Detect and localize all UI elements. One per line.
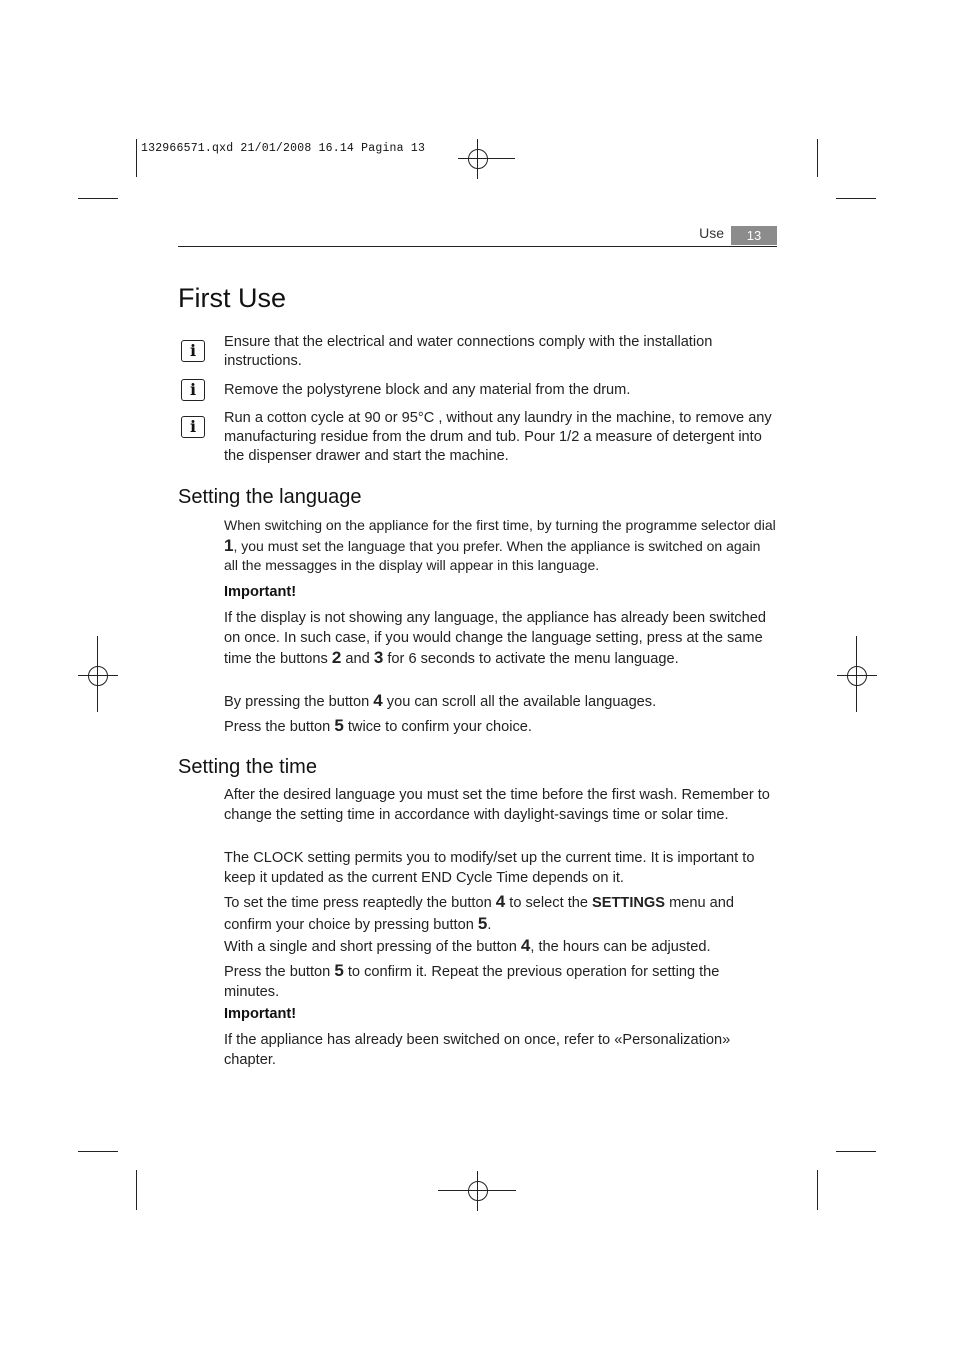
crop-mark bbox=[817, 139, 818, 177]
paragraph: With a single and short pressing of the button 4, the hours can be adjusted. bbox=[224, 936, 711, 955]
button-ref: 5 bbox=[477, 913, 488, 933]
paragraph: When switching on the appliance for the first time, by turning the programme selector dial 1, you must set the language that you prefer. When the appliance is switched on again all the messagges in the display will appear in this language. bbox=[224, 517, 776, 573]
registration-mark-icon bbox=[458, 1171, 498, 1211]
registration-mark-icon bbox=[837, 656, 877, 696]
section-label: Use bbox=[699, 225, 724, 241]
file-slug: 132966571.qxd 21/01/2008 16.14 Pagina 13 bbox=[141, 142, 426, 155]
registration-mark-icon bbox=[458, 139, 498, 179]
button-ref: 2 bbox=[331, 648, 342, 667]
button-ref: 4 bbox=[495, 892, 506, 911]
registration-mark-icon bbox=[78, 656, 118, 696]
paragraph: After the desired language you must set the time before the first wash. Remember to change the setting time in accordance with daylight-savings time or solar time. bbox=[224, 787, 770, 823]
crop-mark bbox=[136, 1170, 137, 1210]
info-note: Run a cotton cycle at 90 or 95°C , without any laundry in the machine, to remove any manufacturing residue from the drum and tub. Pour 1/2 a measure of detergent into the dispenser drawer and start the machine. bbox=[224, 410, 772, 464]
crop-mark bbox=[836, 198, 876, 199]
paragraph: If the appliance has already been switched on once, refer to «Personalization» chapter. bbox=[224, 1032, 731, 1068]
info-icon: i bbox=[181, 416, 205, 438]
button-ref: 5 bbox=[334, 716, 344, 735]
button-ref: 4 bbox=[373, 691, 383, 710]
settings-menu-label: SETTINGS bbox=[592, 895, 666, 911]
important-label: Important! bbox=[224, 1006, 297, 1022]
paragraph: To set the time press reaptedly the button 4 to select the SETTINGS menu and confirm your choice by pressing button 5. bbox=[224, 892, 734, 933]
button-ref: 3 bbox=[373, 648, 384, 667]
important-label: Important! bbox=[224, 584, 297, 600]
paragraph: The CLOCK setting permits you to modify/set up the current time. It is important to keep it updated as the current END Cycle Time depends on it. bbox=[224, 850, 755, 886]
paragraph: Press the button 5 twice to confirm your choice. bbox=[224, 716, 532, 735]
crop-mark bbox=[78, 198, 118, 199]
crop-mark bbox=[836, 1151, 876, 1152]
crop-mark bbox=[136, 139, 137, 177]
info-note: Remove the polystyrene block and any material from the drum. bbox=[224, 382, 631, 398]
crop-mark bbox=[817, 1170, 818, 1210]
info-icon: i bbox=[181, 379, 205, 401]
paragraph: By pressing the button 4 you can scroll all the available languages. bbox=[224, 691, 657, 710]
section-heading-language: Setting the language bbox=[178, 486, 362, 508]
paragraph: If the display is not showing any language, the appliance has already been switched on once. In such case, if you would change the language setting, press at the same time the buttons 2 and 3 for 6 seconds to activate the menu language. bbox=[224, 610, 766, 667]
button-ref: 4 bbox=[520, 936, 531, 955]
info-icon: i bbox=[181, 340, 205, 362]
info-note: Ensure that the electrical and water connections comply with the installation instructions. bbox=[224, 334, 713, 369]
page-number: 13 bbox=[731, 226, 777, 245]
header-rule bbox=[178, 246, 777, 247]
page-title: First Use bbox=[178, 283, 286, 313]
button-ref: 1 bbox=[224, 535, 234, 555]
crop-mark bbox=[78, 1151, 118, 1152]
section-heading-time: Setting the time bbox=[178, 756, 317, 778]
paragraph: Press the button 5 to confirm it. Repeat the previous operation for setting the minutes. bbox=[224, 961, 720, 1000]
button-ref: 5 bbox=[334, 961, 344, 980]
